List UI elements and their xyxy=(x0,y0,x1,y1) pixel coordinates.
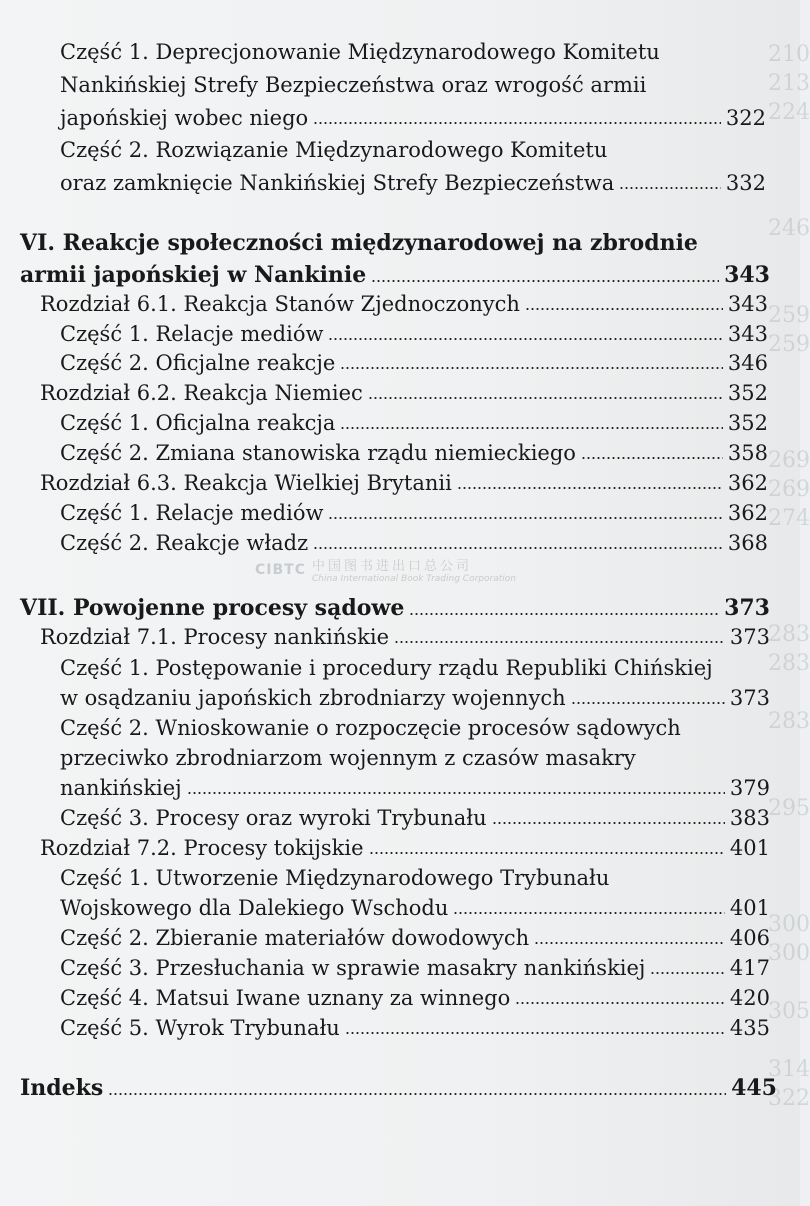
page-number: 373 xyxy=(729,686,770,710)
toc-line: przeciwko zbrodniarzom wojennym z czasów masakry xyxy=(60,746,636,770)
page-number: 352 xyxy=(727,411,768,435)
toc-entry xyxy=(60,686,770,710)
dot-leader xyxy=(492,822,725,824)
page-number: 322 xyxy=(725,106,766,130)
toc-entry-title: japońskiej wobec niego xyxy=(60,106,309,130)
dot-leader xyxy=(340,367,723,369)
toc-entry-title: Część 4. Matsui Iwane uznany za winnego xyxy=(60,986,511,1010)
page-number: 383 xyxy=(729,806,770,830)
page-number: 373 xyxy=(724,595,770,621)
toc-entry-title: Wojskowego dla Dalekiego Wschodu xyxy=(60,896,449,920)
page-number: 379 xyxy=(729,776,770,800)
toc-entry-chapter xyxy=(40,625,770,649)
toc-entry-title: Część 1. Relacje mediów xyxy=(60,322,324,346)
dot-leader xyxy=(581,457,723,459)
dot-leader xyxy=(371,280,719,282)
toc-entry xyxy=(60,501,768,525)
page-number: 343 xyxy=(724,262,770,288)
page-number: 401 xyxy=(729,896,770,920)
toc-entry xyxy=(60,171,766,195)
toc-entry-chapter xyxy=(40,471,768,495)
toc-entry xyxy=(60,531,768,555)
section-heading-vi: VI. Reakcje społeczności międzynarodowej na zbrodnie xyxy=(20,230,698,256)
page-number: 373 xyxy=(729,625,770,649)
dot-leader xyxy=(345,1032,725,1034)
toc-entry-title: Część 3. Procesy oraz wyroki Trybunału xyxy=(60,806,487,830)
toc-entry-title: Część 2. Zbieranie materiałów dowodowych xyxy=(60,926,530,950)
dot-leader xyxy=(340,427,722,429)
toc-entry xyxy=(60,1016,770,1040)
dot-leader xyxy=(394,641,725,643)
page-number: 417 xyxy=(729,956,770,980)
watermark-logo: CIBTC xyxy=(255,561,306,578)
toc-entry-chapter xyxy=(40,836,770,860)
toc-entry-title: Część 1. Relacje mediów xyxy=(60,501,324,525)
toc-entry xyxy=(60,441,768,465)
page-number: 346 xyxy=(727,351,768,375)
toc-entry xyxy=(60,106,766,130)
page-number: 406 xyxy=(729,926,770,950)
toc-entry-title: Rozdział 7.1. Procesy nankińskie xyxy=(40,625,389,649)
dot-leader xyxy=(328,338,722,340)
toc-entry xyxy=(60,351,768,375)
toc-entry-title: Indeks xyxy=(20,1075,104,1101)
dot-leader xyxy=(313,122,721,124)
page-number: 358 xyxy=(727,441,768,465)
toc-entry-title: oraz zamknięcie Nankińskiej Strefy Bezpieczeństwa xyxy=(60,171,615,195)
page-number: 368 xyxy=(727,531,768,555)
toc-entry xyxy=(60,956,770,980)
toc-entry-title: nankińskiej xyxy=(60,776,182,800)
dot-leader xyxy=(619,187,721,189)
toc-entry-section-vii xyxy=(20,595,770,621)
page-number: 435 xyxy=(729,1016,770,1040)
dot-leader xyxy=(453,912,725,914)
toc-entry-title: Rozdział 6.1. Reakcja Stanów Zjednoczonych xyxy=(40,292,520,316)
dot-leader xyxy=(409,613,719,615)
toc-entry xyxy=(60,926,770,950)
page-number: 343 xyxy=(727,292,768,316)
toc-entry xyxy=(60,776,770,800)
toc-line: Część 1. Postępowanie i procedury rządu Republiki Chińskiej xyxy=(60,656,713,680)
toc-entry-title: VII. Powojenne procesy sądowe xyxy=(20,595,405,621)
dot-leader xyxy=(650,972,724,974)
watermark-english-text: China International Book Trading Corporation xyxy=(311,574,516,584)
dot-leader xyxy=(328,517,722,519)
toc-entry-section-vi xyxy=(20,262,770,288)
toc-entry xyxy=(60,322,768,346)
page-number: 401 xyxy=(729,836,770,860)
toc-entry-index xyxy=(20,1075,777,1101)
toc-line: Nankińskiej Strefy Bezpieczeństwa oraz wrogość armii xyxy=(60,73,647,97)
toc-entry-title: armii japońskiej w Nankinie xyxy=(20,262,367,288)
dot-leader xyxy=(534,942,725,944)
page-number: 362 xyxy=(727,501,768,525)
dot-leader xyxy=(369,852,725,854)
dot-leader xyxy=(368,397,723,399)
watermark-chinese-text: 中国图书进出口总公司 xyxy=(311,559,472,574)
toc-line: Część 2. Wnioskowanie o rozpoczęcie procesów sądowych xyxy=(60,716,681,740)
dot-leader xyxy=(187,792,725,794)
page-number: 332 xyxy=(725,171,766,195)
dot-leader xyxy=(571,702,725,704)
toc-entry-chapter xyxy=(40,292,768,316)
toc-entry-title: Rozdział 7.2. Procesy tokijskie xyxy=(40,836,364,860)
toc-entry-title: w osądzaniu japońskich zbrodniarzy wojennych xyxy=(60,686,566,710)
toc-entry-title: Część 2. Oficjalne reakcje xyxy=(60,351,336,375)
dot-leader xyxy=(108,1093,726,1095)
dot-leader xyxy=(313,547,723,549)
toc-entry-title: Część 2. Zmiana stanowiska rządu niemieckiego xyxy=(60,441,576,465)
toc-entry-title: Część 2. Reakcje władz xyxy=(60,531,309,555)
bleed-through-text: 210 213 224 246 259 259 269 269 274 283 283 283 295 300 300 305 314 322 xyxy=(768,42,810,1111)
toc-entry xyxy=(60,896,770,920)
toc-entry xyxy=(60,411,768,435)
page-number: 420 xyxy=(729,986,770,1010)
page-number: 343 xyxy=(727,322,768,346)
toc-entry-title: Rozdział 6.3. Reakcja Wielkiej Brytanii xyxy=(40,471,452,495)
page-number: 352 xyxy=(727,381,768,405)
toc-line: Część 1. Deprecjonowanie Międzynarodowego Komitetu xyxy=(60,40,660,64)
toc-entry-chapter xyxy=(40,381,768,405)
dot-leader xyxy=(515,1002,725,1004)
toc-entry-title: Część 1. Oficjalna reakcja xyxy=(60,411,336,435)
toc-line: Część 1. Utworzenie Międzynarodowego Trybunału xyxy=(60,866,610,890)
toc-entry xyxy=(60,986,770,1010)
watermark xyxy=(255,555,516,584)
page-number: 362 xyxy=(727,471,768,495)
dot-leader xyxy=(457,487,723,489)
toc-entry-title: Część 5. Wyrok Trybunału xyxy=(60,1016,340,1040)
toc-line: Część 2. Rozwiązanie Międzynarodowego Komitetu xyxy=(60,138,608,162)
toc-entry xyxy=(60,806,770,830)
page-number: 445 xyxy=(731,1075,777,1101)
toc-entry-title: Część 3. Przesłuchania w sprawie masakry nankińskiej xyxy=(60,956,646,980)
toc-entry-title: Rozdział 6.2. Reakcja Niemiec xyxy=(40,381,363,405)
dot-leader xyxy=(525,308,723,310)
